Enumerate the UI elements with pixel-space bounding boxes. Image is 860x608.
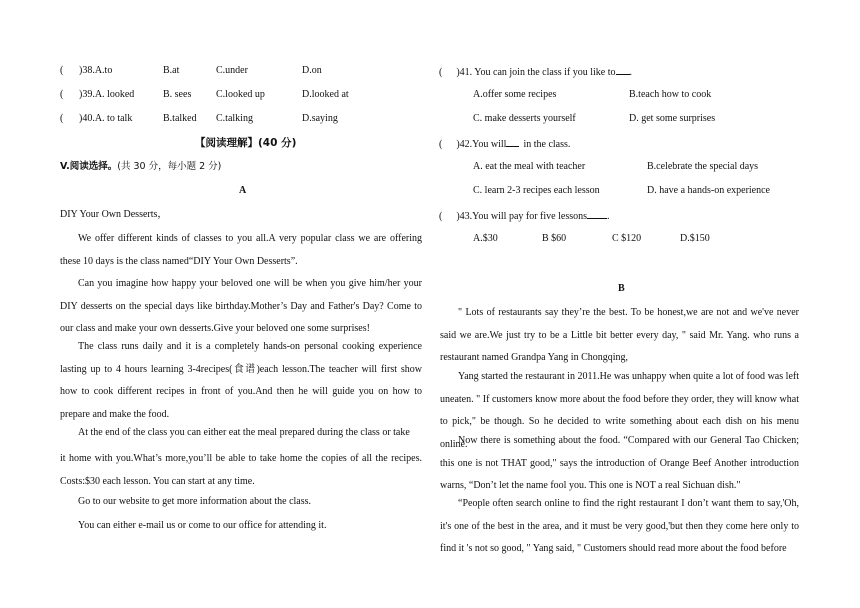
question-row-38	[0, 65, 430, 77]
question-43-stem: )43.You will pay for five lessons	[456, 211, 587, 222]
passage-a-label: A	[239, 185, 247, 196]
question-43-end: .	[607, 211, 610, 222]
option-a: A.offer some recipes	[473, 89, 557, 100]
passage-a-paragraph-7: You can either e-mail us or come to our office for attending it.	[78, 520, 327, 531]
option-c: C. learn 2-3 recipes each lesson	[473, 185, 600, 196]
option-d: D.looked at	[302, 89, 349, 100]
section-title-line	[60, 161, 221, 173]
option-b: B $60	[542, 233, 567, 244]
question-41	[439, 65, 632, 79]
option-b: B.talked	[163, 113, 197, 124]
option-d: D.saying	[302, 113, 338, 124]
question-43	[439, 209, 610, 223]
option-c: C $120	[612, 233, 642, 244]
section-note: (共 30 分，每小题 2 分)	[117, 161, 222, 172]
passage-b-paragraph-2: Yang started the restaurant in 2011.He was unhappy when quite a lot of food was left uneaten. " If customers know more about the food before they order, they will know what to pick," be though. So he decided to write something about each dish on his menu online.	[440, 371, 799, 450]
passage-a-paragraph-2: Can you imagine how happy your beloved one will be when you give him/her your DIY desserts on the special days like birthday.Mother’s Day and Father's Day? Come to our class and make your own desserts.Give your beloved one some surprises!	[60, 278, 422, 334]
option-b: B.at	[163, 65, 180, 76]
answer-paren[interactable]: (	[60, 89, 64, 100]
passage-b-paragraph-3: Now there is something about the food. “Compared with our General Tao Chicken; this one is not THAT good," says the introduction of Orange Beef Another introduction warns, “Don’t let the name fool you. This one is NOT a real Sichuan dish."	[440, 435, 799, 491]
option-c: C.under	[216, 65, 248, 76]
passage-a-title: DIY Your Own Desserts，	[60, 209, 168, 220]
question-41-options-row-1	[430, 89, 860, 101]
option-a: A. eat the meal with teacher	[473, 161, 586, 172]
question-row-39	[0, 89, 430, 101]
option-c: C. make desserts yourself	[473, 113, 576, 124]
passage-a-paragraph-4: At the end of the class you can either eat the meal prepared during the class or take	[78, 427, 410, 438]
option-b: B. sees	[163, 89, 192, 100]
passage-b-label: B	[618, 283, 625, 294]
option-d: D.on	[302, 65, 322, 76]
passage-a-paragraph-1: We offer different kinds of classes to you all.A very popular class we are offering these 10 days is the class named“DIY Your Own Desserts”.	[60, 233, 422, 267]
answer-paren[interactable]: (	[60, 65, 64, 76]
passage-b-paragraph-1: " Lots of restaurants say they’re the best. To be honest,we are not and we've never said we are.We just try to be a Little bit better every day, " said Mr. Yang. who runs a restaurant named Grandpa Yang in Chongqing,	[440, 307, 799, 363]
option-a: A.$30	[473, 233, 498, 244]
passage-a-paragraph-5: it home with you.What’s more,you’ll be able to take home the copies of all the recipes. Costs:$30 each lesson. You can start at any time.	[60, 453, 422, 487]
question-number-option-a: )38.A.to	[79, 65, 113, 76]
question-42-options-row-2	[430, 185, 860, 197]
option-d: D.$150	[680, 233, 710, 244]
option-d: D. get some surprises	[629, 113, 716, 124]
answer-blank[interactable]	[506, 137, 519, 147]
question-41-end: .	[629, 67, 632, 78]
passage-b-paragraph-4: “People often search online to find the right restaurant I don’t want them to say,'Oh, it's one of the best in the area, and it must be very good,'but then they come here only to find it 's not so good, " Yang said, " Customers should read more about the food before	[440, 498, 799, 554]
option-b: B.teach how to cook	[629, 89, 712, 100]
option-c: C.looked up	[216, 89, 265, 100]
answer-paren[interactable]: (	[439, 139, 443, 150]
option-b: B.celebrate the special days	[647, 161, 759, 172]
passage-a-paragraph-3: The class runs daily and it is a completely hands-on personal cooking experience lasting up to 4 hours learning 3-4recipes(食谱)each lesson.The teacher will first show how to cook different recipes in front of you.And then he will guide you on how to prepare and make the food.	[60, 341, 422, 420]
answer-blank[interactable]	[616, 65, 630, 75]
section-header: 【阅读理解】(40 分)	[195, 137, 297, 149]
passage-a-paragraph-6: Go to our website to get more information about the class.	[78, 496, 312, 507]
question-41-stem: )41. You can join the class if you like to	[456, 67, 616, 78]
section-title: V.阅读选择。	[60, 161, 118, 172]
question-42	[439, 137, 570, 151]
answer-paren[interactable]: (	[439, 67, 443, 78]
question-43-options-row	[430, 233, 860, 245]
question-42-options-row-1	[430, 161, 860, 173]
question-42-end: in the class.	[523, 139, 571, 150]
question-number-option-a: )40.A. to talk	[79, 113, 133, 124]
option-c: C.talking	[216, 113, 253, 124]
answer-paren[interactable]: (	[439, 211, 443, 222]
question-41-options-row-2	[430, 113, 860, 125]
question-number-option-a: )39.A. looked	[79, 89, 135, 100]
question-row-40	[0, 113, 430, 125]
option-d: D. have a hands-on experience	[647, 185, 770, 196]
answer-paren[interactable]: (	[60, 113, 64, 124]
answer-blank[interactable]	[587, 209, 607, 219]
question-42-stem: )42.You will	[456, 139, 507, 150]
